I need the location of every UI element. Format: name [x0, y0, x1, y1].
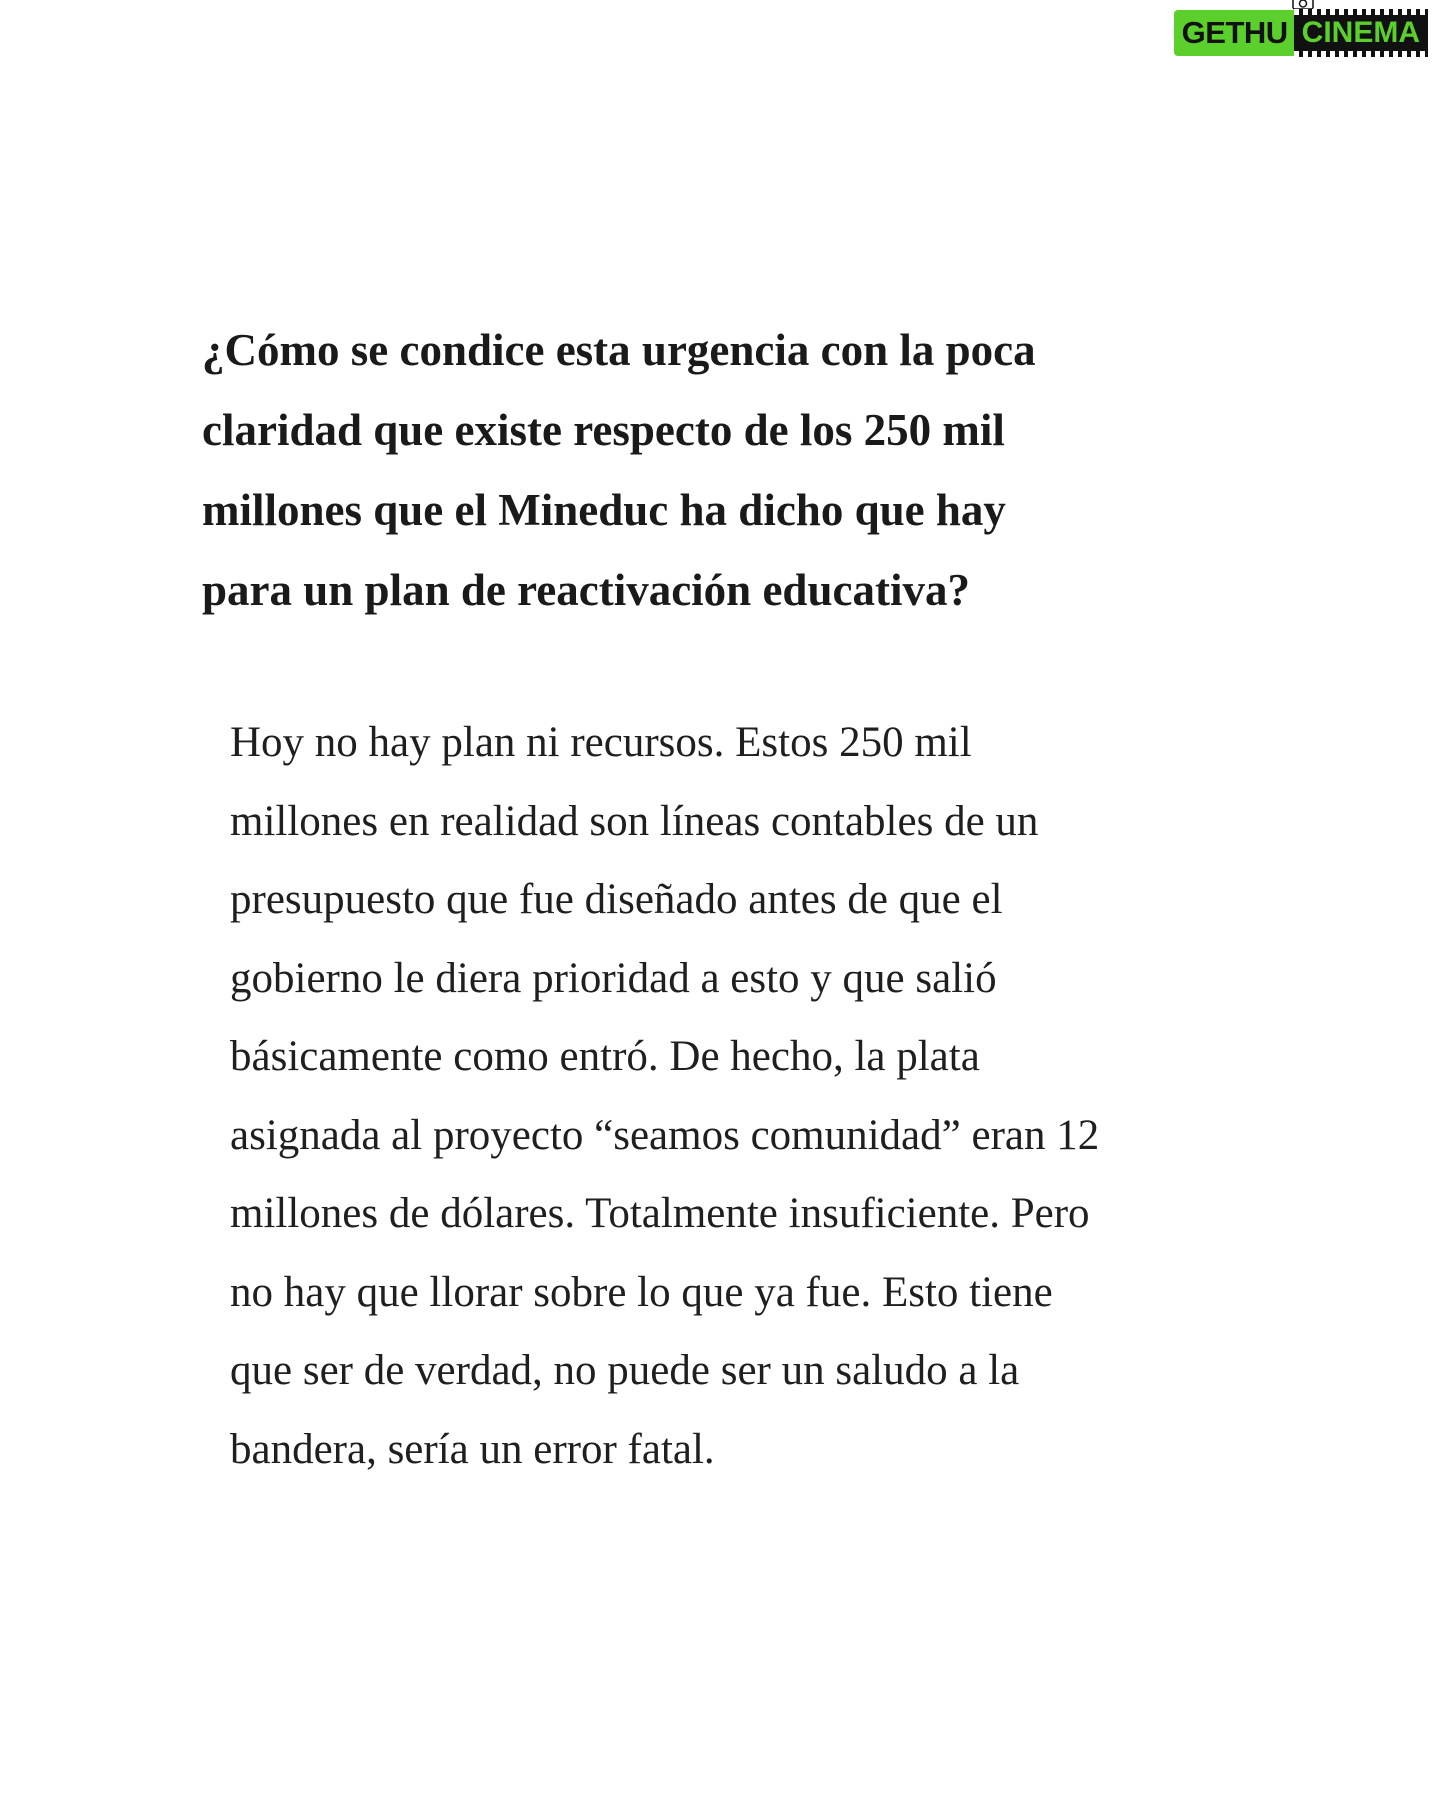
watermark-left-text: GETHU — [1174, 10, 1294, 56]
watermark-right-text: CINEMA — [1301, 16, 1420, 49]
question-line: ¿Cómo se condice esta urgencia con la poca — [202, 325, 1036, 375]
answer-line: bandera, sería un error fatal. — [230, 1425, 715, 1473]
watermark-right-block — [1294, 10, 1428, 56]
answer-line: asignada al proyecto “seamos comunidad” eran 12 — [230, 1111, 1100, 1159]
answer-line: Hoy no hay plan ni recursos. Estos 250 mil — [230, 719, 972, 766]
answer-line: no hay que llorar sobre lo que ya fue. Esto tiene — [230, 1268, 1053, 1316]
answer-line: que ser de verdad, no puede ser un saludo a la — [230, 1347, 1020, 1394]
answer-line: millones de dólares. Totalmente insuficiente. Pero — [230, 1190, 1090, 1237]
watermark-logo — [1174, 10, 1428, 56]
answer-line: presupuesto que fue diseñado antes de que el — [230, 876, 1003, 923]
question-line: claridad que existe respecto de los 250 mil — [202, 405, 1005, 455]
answer-paragraph — [230, 704, 1250, 1489]
answer-line: gobierno le diera prioridad a esto y que salió — [230, 954, 997, 1002]
answer-line: millones en realidad son líneas contables de un — [230, 797, 1039, 845]
film-strip-bottom — [1294, 51, 1428, 57]
question-line: millones que el Mineduc ha dicho que hay — [202, 485, 1006, 535]
question-line: para un plan de reactivación educativa? — [202, 565, 970, 615]
film-strip-top — [1294, 9, 1428, 15]
answer-line: básicamente como entró. De hecho, la plata — [230, 1033, 980, 1080]
question-heading — [202, 310, 1262, 630]
